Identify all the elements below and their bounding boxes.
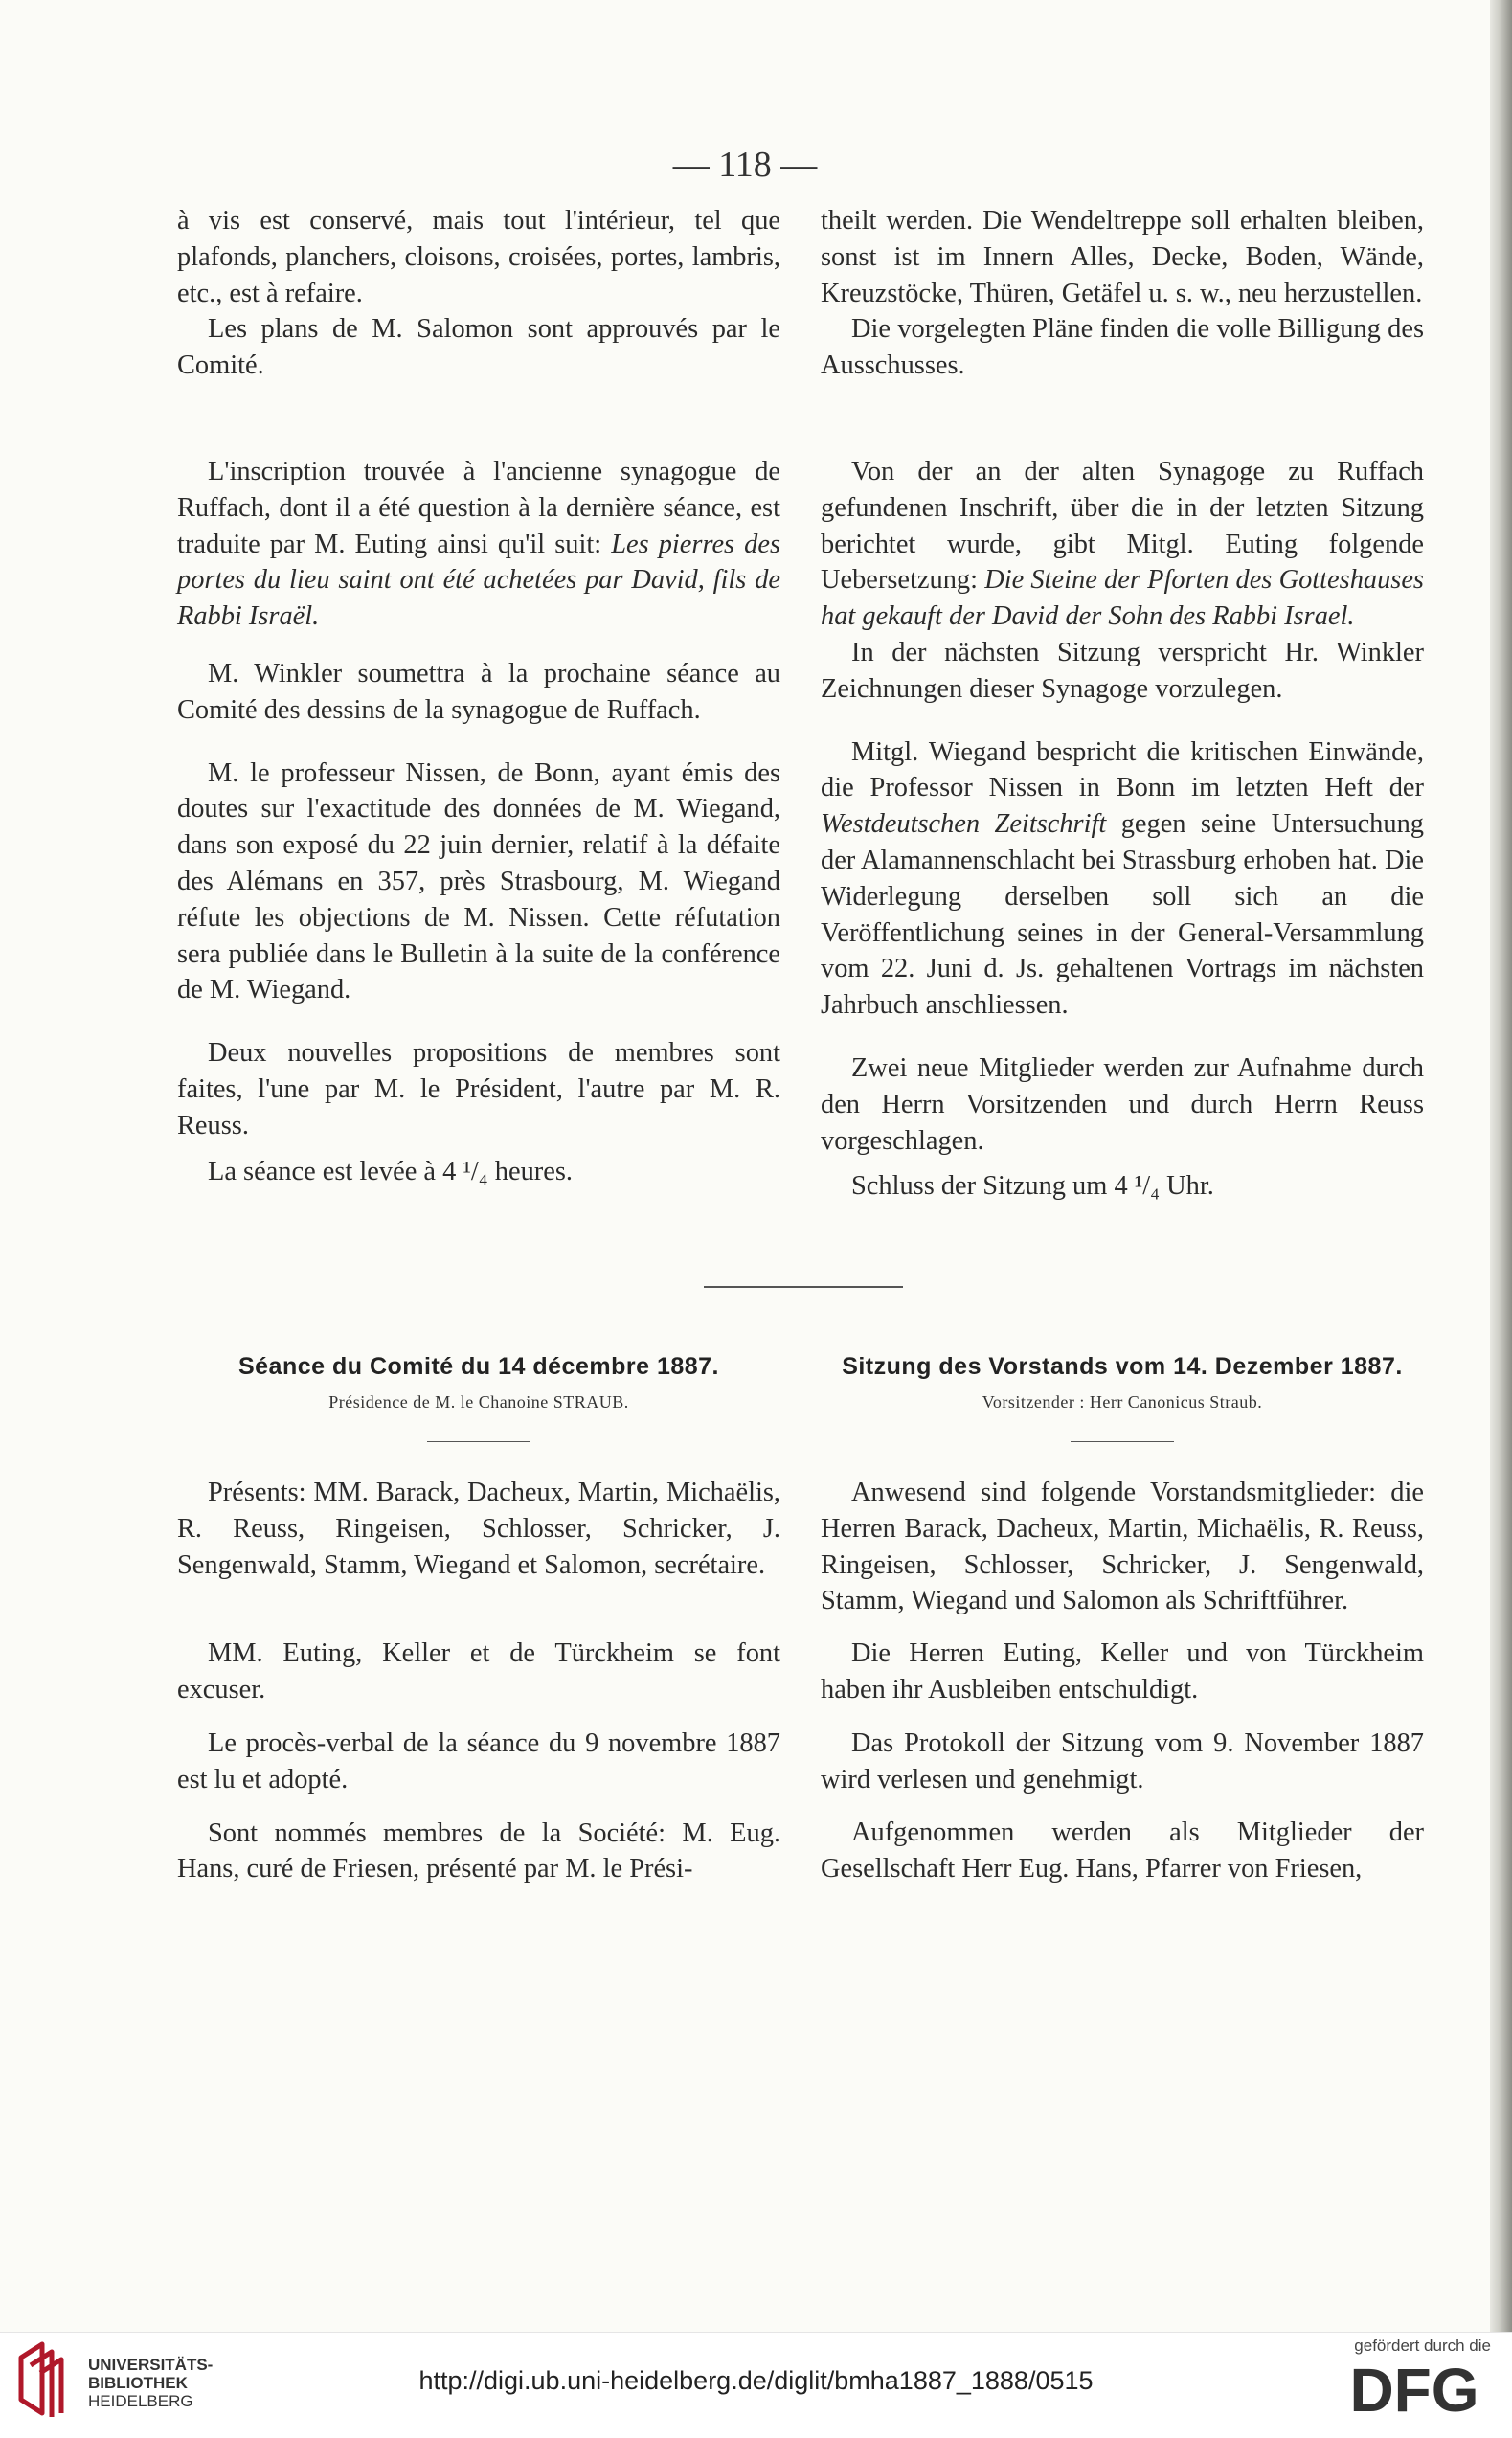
- journal-title: Westdeutschen Zeitschrift: [821, 809, 1107, 840]
- french-column-bottom: [177, 1475, 780, 1887]
- page-number: — 118 —: [672, 145, 818, 185]
- paragraph: Deux nouvelles propositions de membres sont faites, l'une par M. le Président, l'autre par M. R. Reuss.: [177, 1038, 780, 1140]
- dfg-logo-text: DFG: [1349, 2358, 1479, 2421]
- paragraph: Die Herren Euting, Keller und von Türckheim haben ihr Ausbleiben entschuldigt.: [821, 1638, 1424, 1704]
- paragraph: La séance est levée à 4 ¹/₄ heures.: [208, 1156, 573, 1186]
- paragraph: Le procès-verbal de la séance du 9 novembre 1887 est lu et adopté.: [177, 1727, 780, 1795]
- paragraph: Zwei neue Mitglieder werden zur Aufnahme durch den Herrn Vorsitzenden und durch Herrn Reuss vorgeschlagen.: [821, 1052, 1424, 1156]
- paragraph: Das Protokoll der Sitzung vom 9. November 1887 wird verlesen und genehmigt.: [821, 1727, 1424, 1795]
- paragraph: Die vorgelegten Pläne finden die volle Billigung des Ausschusses.: [821, 314, 1424, 381]
- paragraph: Sont nommés membres de la Société: M. Eug. Hans, curé de Friesen, présenté par M. le Prési-: [177, 1817, 780, 1885]
- paragraph: [821, 454, 1424, 635]
- inscription-translation: Die Steine der Pforten des Gotteshauses hat gekauft der David der Sohn des Rabbi Israel.: [821, 565, 1424, 632]
- page-edge-shadow: [1490, 0, 1512, 2332]
- inscription-intro: L'inscription trouvée à l'ancienne synagogue de Ruffach, dont il a été question à la dernière séance, est traduite par M. Euting ainsi qu'il suit:: [177, 457, 780, 559]
- heading-rule: [427, 1441, 530, 1442]
- paragraph: MM. Euting, Keller et de Türckheim se font excuser.: [177, 1638, 780, 1705]
- french-section-title: Séance du Comité du 14 décembre 1887.: [237, 1353, 720, 1380]
- funding-note: gefördert durch die: [1354, 2336, 1491, 2355]
- french-column-top: [177, 203, 780, 384]
- permalink-url[interactable]: http://digi.ub.uni-heidelberg.de/diglit/bmha1887_1888/0515: [418, 2366, 1094, 2395]
- paragraph: Aufgenommen werden als Mitglieder der Gesellschaft Herr Eug. Hans, Pfarrer von Friesen,: [821, 1817, 1424, 1885]
- paragraph: [177, 454, 780, 635]
- text-run: Mitgl. Wiegand bespricht die kritischen Einwände, die Professor Nissen in Bonn im letzten Heft der: [821, 736, 1424, 803]
- library-name-line: BIBLIOTHEK: [88, 2374, 188, 2392]
- heading-rule: [1071, 1441, 1174, 1442]
- library-name-line: HEIDELBERG: [88, 2392, 193, 2410]
- paragraph: M. le professeur Nissen, de Bonn, ayant émis des doutes sur l'exactitude des données de M. Wiegand, dans son exposé du 22 juin dernier, relatif à la défaite des Alémans en 357, près Strasbourg, M. Wiegand réfute les objections de M. Nissen. Cette réfutation sera publiée dans le Bulletin à la suite de la conférence de M. Wiegand.: [177, 757, 780, 1005]
- paragraph: Les plans de M. Salomon sont approuvés par le Comité.: [177, 314, 780, 381]
- paragraph: theilt werden. Die Wendeltreppe soll erhalten bleiben, sonst ist im Innern Alles, Decke, Boden, Wände, Kreuzstöcke, Thüren, Getäfel u. s. w., neu herzustellen.: [821, 206, 1424, 308]
- paragraph: M. Winkler soumettra à la prochaine séance au Comité des dessins de la synagogue de Ruffach.: [177, 658, 780, 725]
- french-column-middle: [177, 454, 780, 1189]
- french-section-subtitle: Présidence de M. le Chanoine STRAUB.: [328, 1392, 629, 1411]
- library-name-line: UNIVERSITÄTS-: [88, 2356, 214, 2374]
- paragraph: [821, 734, 1424, 1024]
- text-run: gegen seine Untersuchung der Alamannenschlacht bei Strassburg erhoben hat. Die Widerlegung derselben soll sich an die Veröffentlichung seines in der General-Versammlung vom 22. Juni d. Js. gehaltenen Vortrags im nächsten Jahrbuch anschliessen.: [821, 809, 1424, 1021]
- section-separator: [704, 1286, 903, 1288]
- paragraph: à vis est conservé, mais tout l'intérieur, tel que plafonds, planchers, cloisons, croisées, portes, lambris, etc., est à refaire.: [177, 206, 780, 308]
- german-section-subtitle: Vorsitzender : Herr Canonicus Straub.: [982, 1392, 1263, 1411]
- paragraph: Anwesend sind folgende Vorstandsmitglieder: die Herren Barack, Dacheux, Martin, Michaëlis, R. Reuss, Ringeisen, Schlosser, Schricker, J. Sengenwald, Stamm, Wiegand und Salomon als Schriftführer.: [821, 1478, 1424, 1616]
- german-section-title: Sitzung des Vorstands vom 14. Dezember 1887.: [842, 1353, 1403, 1380]
- german-column-middle: [821, 454, 1424, 1205]
- paragraph: Présents: MM. Barack, Dacheux, Martin, Michaëlis, R. Reuss, Ringeisen, Schlosser, Schricker, J. Sengenwald, Stamm, Wiegand et Salomon, secrétaire.: [177, 1478, 780, 1580]
- inscription-intro: Von der an der alten Synagoge zu Ruffach gefundenen Inschrift, über die in der letzten Sitzung berichtet wurde, gibt Mitgl. Euting folgende Uebersetzung:: [821, 457, 1424, 596]
- paragraph: In der nächsten Sitzung verspricht Hr. Winkler Zeichnungen dieser Synagoge vorzulegen.: [821, 637, 1424, 704]
- dfg-logo-icon: [1338, 2358, 1491, 2421]
- german-column-bottom: [821, 1475, 1424, 1887]
- german-column-top: [821, 203, 1424, 384]
- inscription-translation: Les pierres des portes du lieu saint ont été achetées par David, fils de Rabbi Israël.: [177, 529, 780, 632]
- paragraph: Schluss der Sitzung um 4 ¹/₄ Uhr.: [851, 1171, 1214, 1202]
